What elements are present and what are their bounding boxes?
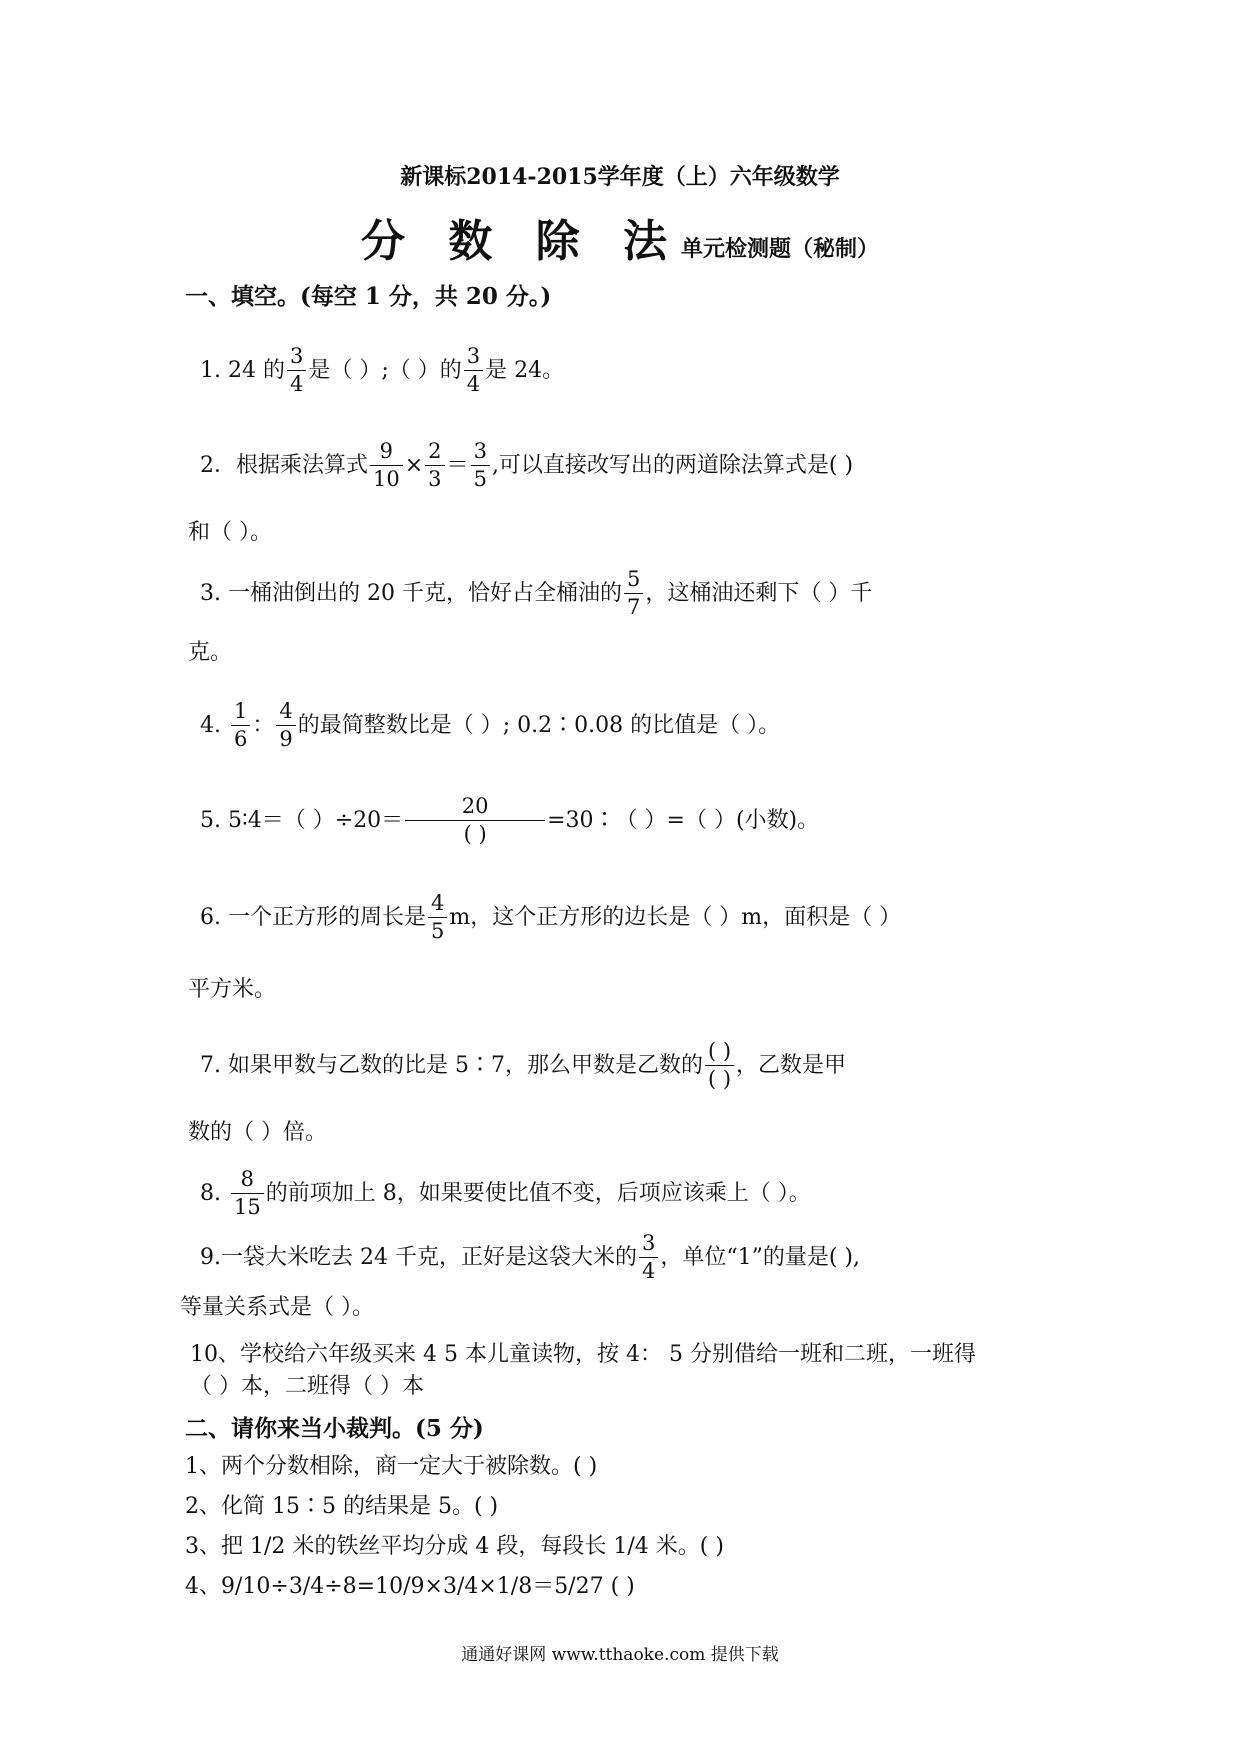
question-8: 8. $\frac{8}{15}$ 的前项加上 8，如果要使比值不变，后项应该乘上（ ）。	[200, 1167, 811, 1219]
title-main: 分 数 除 法	[361, 216, 681, 267]
judge-item-2: 2、化简 15∶5 的结果是 5。( )	[185, 1494, 499, 1519]
section1-heading: 一、填空。(每空 1 分，共 20 分。)	[185, 283, 552, 310]
document-subtitle: 新课标2014-2015学年度（上）六年级数学	[400, 164, 840, 190]
question-2: 2．根据乘法算式 $\frac{9}{10}$ × $\frac{2}{3}$ ＝ $\frac{3}{5}$ ,可以直接改写出的两道除法算式是( )	[200, 439, 854, 491]
fraction: $\frac{3}{4}$	[287, 345, 306, 396]
fraction: $\frac{9}{10}$	[370, 440, 403, 491]
fraction: $\frac{1}{6}$	[231, 700, 250, 751]
section2-heading: 二、请你来当小裁判。(5 分)	[185, 1415, 484, 1442]
question-2-line2: 和（ ）。	[188, 520, 272, 545]
judge-item-3: 3、把 1/2 米的铁丝平均分成 4 段，每段长 1/4 米。( )	[185, 1534, 724, 1559]
document-title	[0, 205, 1240, 269]
fraction: $\frac{4}{9}$	[276, 700, 295, 751]
question-3: 3. 一桶油倒出的 20 千克，恰好占全桶油的 $\frac{5}{7}$ ，这桶油还剩下（ ）千	[200, 567, 873, 619]
question-7: 7. 如果甲数与乙数的比是 5∶7，那么甲数是乙数的 $\frac{( )}{( )}$ ，乙数是甲	[200, 1039, 847, 1091]
fraction: $\frac{5}{7}$	[624, 568, 643, 619]
question-10: 10、学校给六年级买来 4 5 本儿童读物，按 4： 5 分别借给一班和二班，一班得	[190, 1342, 976, 1367]
fraction: $\frac{2}{3}$	[425, 440, 444, 491]
question-6-line2: 平方米。	[188, 977, 277, 1002]
title-suffix: 单元检测题（秘制）	[680, 236, 879, 262]
question-10-line2: （ ）本，二班得（ ）本	[190, 1374, 424, 1399]
fraction: $\frac{3}{4}$	[639, 1232, 658, 1283]
fraction: $\frac{4}{5}$	[428, 892, 447, 943]
fraction: $\frac{3}{5}$	[471, 440, 490, 491]
judge-item-4: 4、9/10÷3/4÷8=10/9×3/4×1/8＝5/27 ( )	[185, 1574, 635, 1599]
fraction: $\frac{20}{( )}$	[405, 795, 545, 846]
question-7-line2: 数的（ ）倍。	[188, 1120, 327, 1145]
judge-item-1: 1、两个分数相除，商一定大于被除数。( )	[185, 1454, 598, 1479]
question-5: 5. 5∶4＝（ ）÷20＝ $\frac{20}{( )}$ =30∶（ ）=（ ）(小数)。	[200, 794, 820, 846]
page-footer: 通通好课网 www.tthaoke.com 提供下载	[461, 1645, 779, 1665]
fraction: $\frac{3}{4}$	[464, 345, 483, 396]
fraction: $\frac{( )}{( )}$	[705, 1040, 734, 1091]
question-9-line2: 等量关系式是（ ）。	[180, 1295, 374, 1320]
fraction: $\frac{8}{15}$	[231, 1168, 264, 1219]
question-4: 4. $\frac{1}{6}$ ： $\frac{4}{9}$ 的最简整数比是（ ）; 0.2∶0.08 的比值是（ ）。	[200, 699, 781, 751]
question-9: 9.一袋大米吃去 24 千克，正好是这袋大米的 $\frac{3}{4}$ ，单位“1”的量是( ),	[200, 1231, 861, 1283]
question-3-line2: 克。	[188, 640, 233, 665]
question-6: 6. 一个正方形的周长是 $\frac{4}{5}$ m，这个正方形的边长是（ ）m，面积是（ ）	[200, 891, 902, 943]
question-1: 1. 24 的 $\frac{3}{4}$ 是（ ）;（ ）的 $\frac{3}{4}$ 是 24。	[200, 344, 565, 396]
